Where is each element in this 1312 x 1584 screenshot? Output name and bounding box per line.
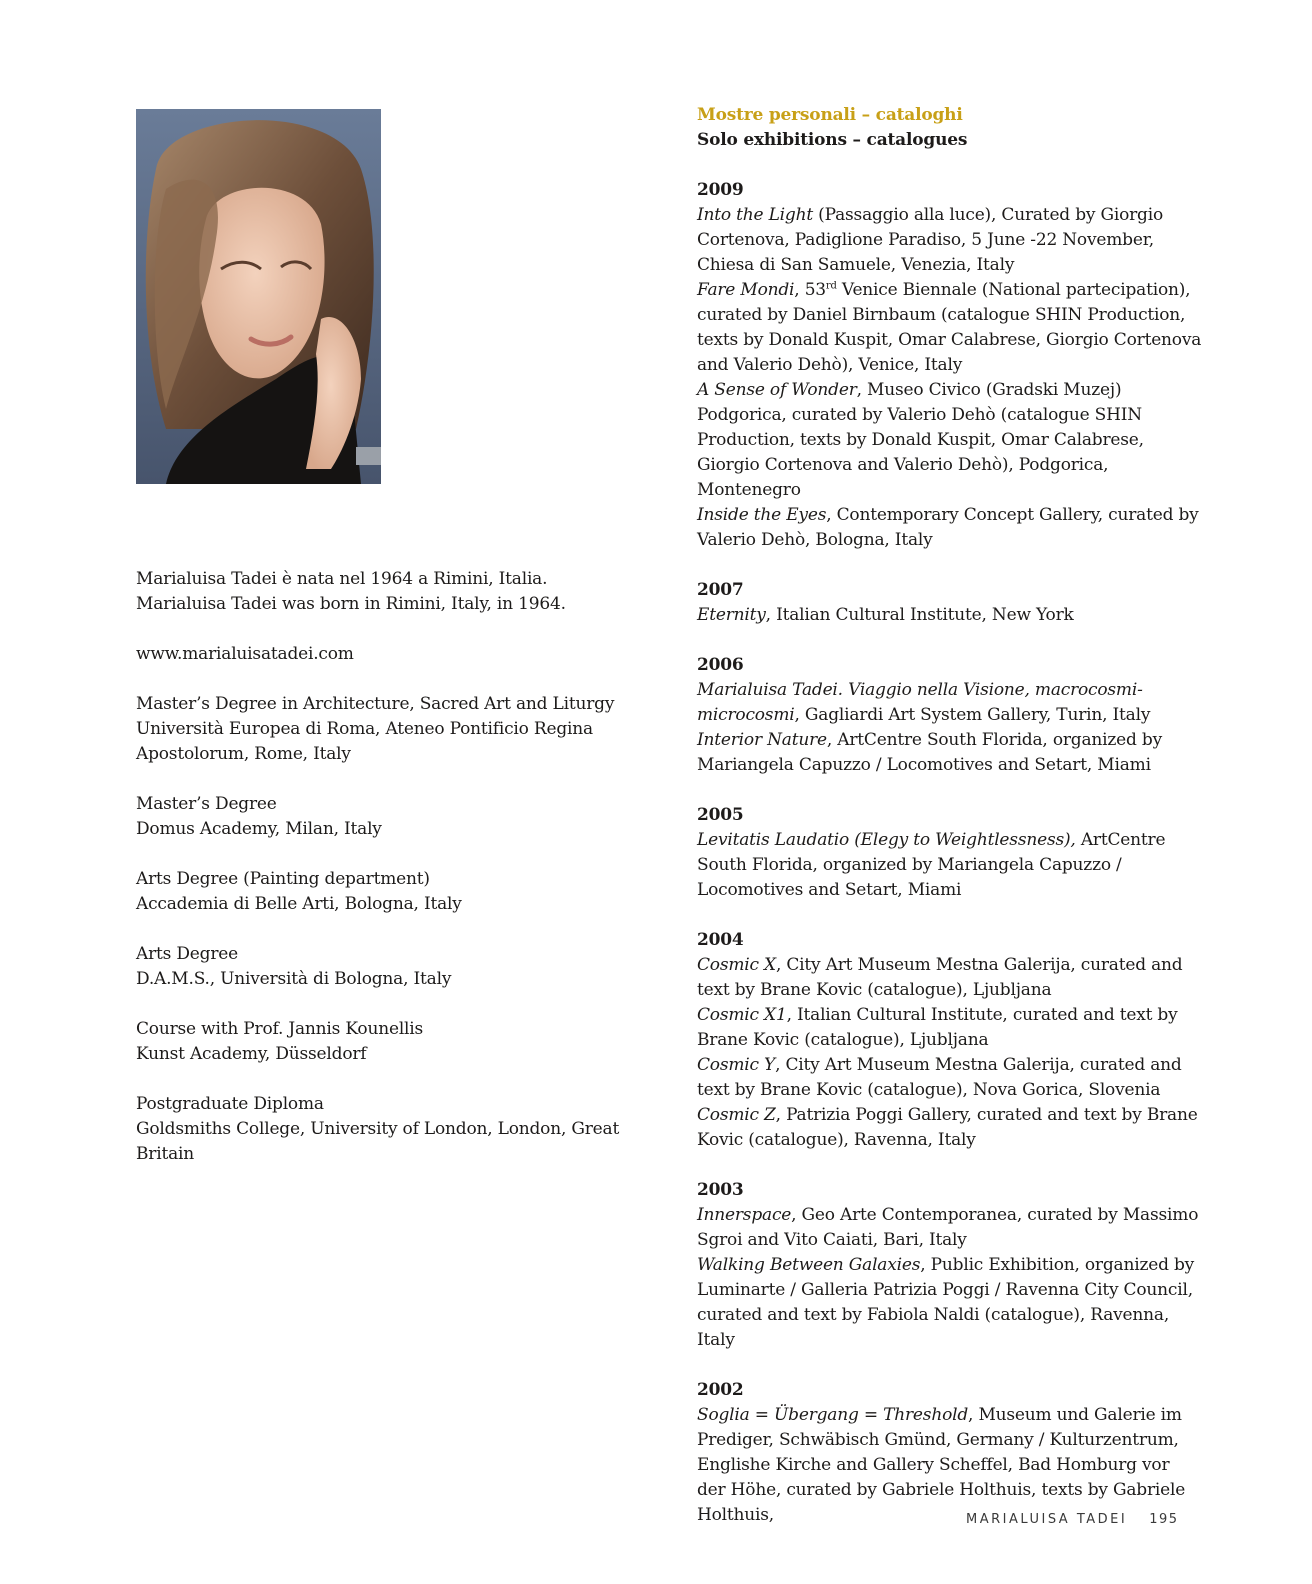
education-degree: Postgraduate Diploma (136, 1094, 324, 1114)
exhibition-entry (697, 1253, 1202, 1353)
education-institution: Kunst Academy, Düsseldorf (136, 1044, 367, 1064)
ordinal-suffix: rd (825, 280, 837, 292)
exhibition-title: Marialuisa Tadei. Viaggio nella Visione, macrocosmi-microcosmi (697, 680, 1143, 725)
page-footer (966, 1512, 1179, 1527)
education-list (136, 692, 656, 1167)
exhibition-details: , Museo Civico (Gradski Muzej) Podgorica, curated by Valerio Dehò (catalogue SHIN Production, texts by Donald Kuspit, Omar Calabrese, Giorgio Cortenova and Valerio Dehò), Podgorica, Montenegro (697, 380, 1144, 500)
education-item (136, 692, 656, 767)
exhibition-entry (697, 378, 1202, 503)
exhibition-title: A Sense of Wonder (697, 380, 857, 400)
education-item (136, 1017, 656, 1067)
education-item (136, 942, 656, 992)
education-institution: D.A.M.S., Università di Bologna, Italy (136, 969, 452, 989)
exhibition-entry (697, 828, 1202, 903)
education-institution: Università Europea di Roma, Ateneo Pontificio Regina Apostolorum, Rome, Italy (136, 719, 593, 764)
exhibitions-column (697, 103, 1202, 1553)
year-block (697, 803, 1202, 903)
exhibition-details: , Museum und Galerie im Prediger, Schwäbisch Gmünd, Germany / Kulturzentrum, Englishe Kirche and Gallery Scheffel, Bad Homburg vor der Höhe, curated by Gabriele Holthuis, texts by Gabriele Holthuis, (697, 1405, 1186, 1525)
artist-portrait (136, 109, 381, 484)
education-item (136, 867, 656, 917)
exhibition-details: , Public Exhibition, organized by Luminarte / Galleria Patrizia Poggi / Ravenna City Council, curated and text by Fabiola Naldi (catalogue), Ravenna, Italy (697, 1255, 1195, 1350)
exhibition-title: Fare Mondi (697, 280, 795, 300)
exhibition-title: Interior Nature (697, 730, 827, 750)
education-degree: Master’s Degree (136, 794, 277, 814)
year-heading: 2007 (697, 580, 744, 600)
year-heading: 2005 (697, 805, 744, 825)
footer-artist-name: MARIALUISA TADEI (966, 1512, 1128, 1527)
exhibition-title: Cosmic X1 (697, 1005, 787, 1025)
exhibition-details: (Passaggio alla luce), Curated by Giorgio Cortenova, Padiglione Paradiso, 5 June -22 November, Chiesa di San Samuele, Venezia, Italy (697, 205, 1164, 275)
exhibition-title: Into the Light (697, 205, 813, 225)
education-degree: Arts Degree (Painting department) (136, 869, 430, 889)
exhibition-years (697, 178, 1202, 1528)
bio-english: Marialuisa Tadei was born in Rimini, Italy, in 1964. (136, 594, 566, 614)
year-block (697, 578, 1202, 628)
exhibition-title: Cosmic X (697, 955, 776, 975)
exhibition-details: , Contemporary Concept Gallery, curated by Valerio Dehò, Bologna, Italy (697, 505, 1199, 550)
bio-italian: Marialuisa Tadei è nata nel 1964 a Rimini, Italia. (136, 569, 548, 589)
exhibition-title: Walking Between Galaxies (697, 1255, 921, 1275)
exhibition-details: , ArtCentre South Florida, organized by Mariangela Capuzzo / Locomotives and Setart, Miami (697, 730, 1162, 775)
education-degree: Course with Prof. Jannis Kounellis (136, 1019, 424, 1039)
exhibition-entry (697, 603, 1202, 628)
exhibition-entry (697, 953, 1202, 1003)
year-heading: 2006 (697, 655, 744, 675)
section-heading-italian: Mostre personali – cataloghi (697, 105, 963, 125)
exhibition-entry (697, 1053, 1202, 1103)
section-heading-english: Solo exhibitions – catalogues (697, 130, 968, 150)
exhibition-entry (697, 278, 1202, 378)
exhibition-details: ArtCentre South Florida, organized by Mariangela Capuzzo / Locomotives and Setart, Miami (697, 830, 1166, 900)
exhibition-details: , City Art Museum Mestna Galerija, curated and text by Brane Kovic (catalogue), Ljubljana (697, 955, 1183, 1000)
exhibition-title: Eternity (697, 605, 766, 625)
exhibition-details: , Geo Arte Contemporanea, curated by Massimo Sgroi and Vito Caiati, Bari, Italy (697, 1205, 1199, 1250)
exhibition-entry (697, 1003, 1202, 1053)
exhibition-details: , City Art Museum Mestna Galerija, curated and text by Brane Kovic (catalogue), Nova Gorica, Slovenia (697, 1055, 1182, 1100)
year-block (697, 178, 1202, 553)
exhibition-details: , Patrizia Poggi Gallery, curated and text by Brane Kovic (catalogue), Ravenna, Italy (697, 1105, 1198, 1150)
year-block (697, 928, 1202, 1153)
page-number: 195 (1149, 1512, 1179, 1527)
exhibition-title: Levitatis Laudatio (Elegy to Weightlessness), (697, 830, 1076, 850)
year-heading: 2002 (697, 1380, 744, 1400)
year-heading: 2009 (697, 180, 744, 200)
exhibition-details: , Italian Cultural Institute, curated and text by Brane Kovic (catalogue), Ljubljana (697, 1005, 1178, 1050)
education-institution: Domus Academy, Milan, Italy (136, 819, 382, 839)
exhibition-title: Cosmic Z (697, 1105, 776, 1125)
exhibition-entry (697, 503, 1202, 553)
exhibition-title: Soglia = Übergang = Threshold (697, 1405, 969, 1425)
exhibition-details: , Gagliardi Art System Gallery, Turin, Italy (794, 705, 1151, 725)
education-degree: Arts Degree (136, 944, 238, 964)
education-item (136, 1092, 656, 1167)
portrait-image (136, 109, 381, 484)
biography-column (136, 567, 656, 1192)
education-institution: Goldsmiths College, University of London, London, Great Britain (136, 1119, 620, 1164)
exhibition-entry (697, 728, 1202, 778)
exhibition-details-continued: Venice Biennale (National partecipation), curated by Daniel Birnbaum (catalogue SHIN Production, texts by Donald Kuspit, Omar Calabrese, Giorgio Cortenova and Valerio Dehò), Venice, Italy (697, 280, 1202, 375)
education-degree: Master’s Degree in Architecture, Sacred Art and Liturgy (136, 694, 615, 714)
exhibition-entry (697, 1103, 1202, 1153)
exhibition-title: Innerspace (697, 1205, 792, 1225)
exhibition-entry (697, 203, 1202, 278)
year-heading: 2003 (697, 1180, 744, 1200)
exhibition-title: Inside the Eyes (697, 505, 827, 525)
birth-info (136, 567, 656, 617)
education-item (136, 792, 656, 842)
year-block (697, 653, 1202, 778)
exhibition-details: , Italian Cultural Institute, New York (765, 605, 1074, 625)
exhibition-title: Cosmic Y (697, 1055, 776, 1075)
website-link[interactable]: www.marialuisatadei.com (136, 644, 354, 664)
year-heading: 2004 (697, 930, 744, 950)
exhibition-entry (697, 1403, 1202, 1528)
website-block (136, 642, 656, 667)
exhibition-entry (697, 678, 1202, 728)
exhibition-details: , 53 (794, 280, 826, 300)
education-institution: Accademia di Belle Arti, Bologna, Italy (136, 894, 462, 914)
exhibition-entry (697, 1203, 1202, 1253)
year-block (697, 1378, 1202, 1528)
year-block (697, 1178, 1202, 1353)
